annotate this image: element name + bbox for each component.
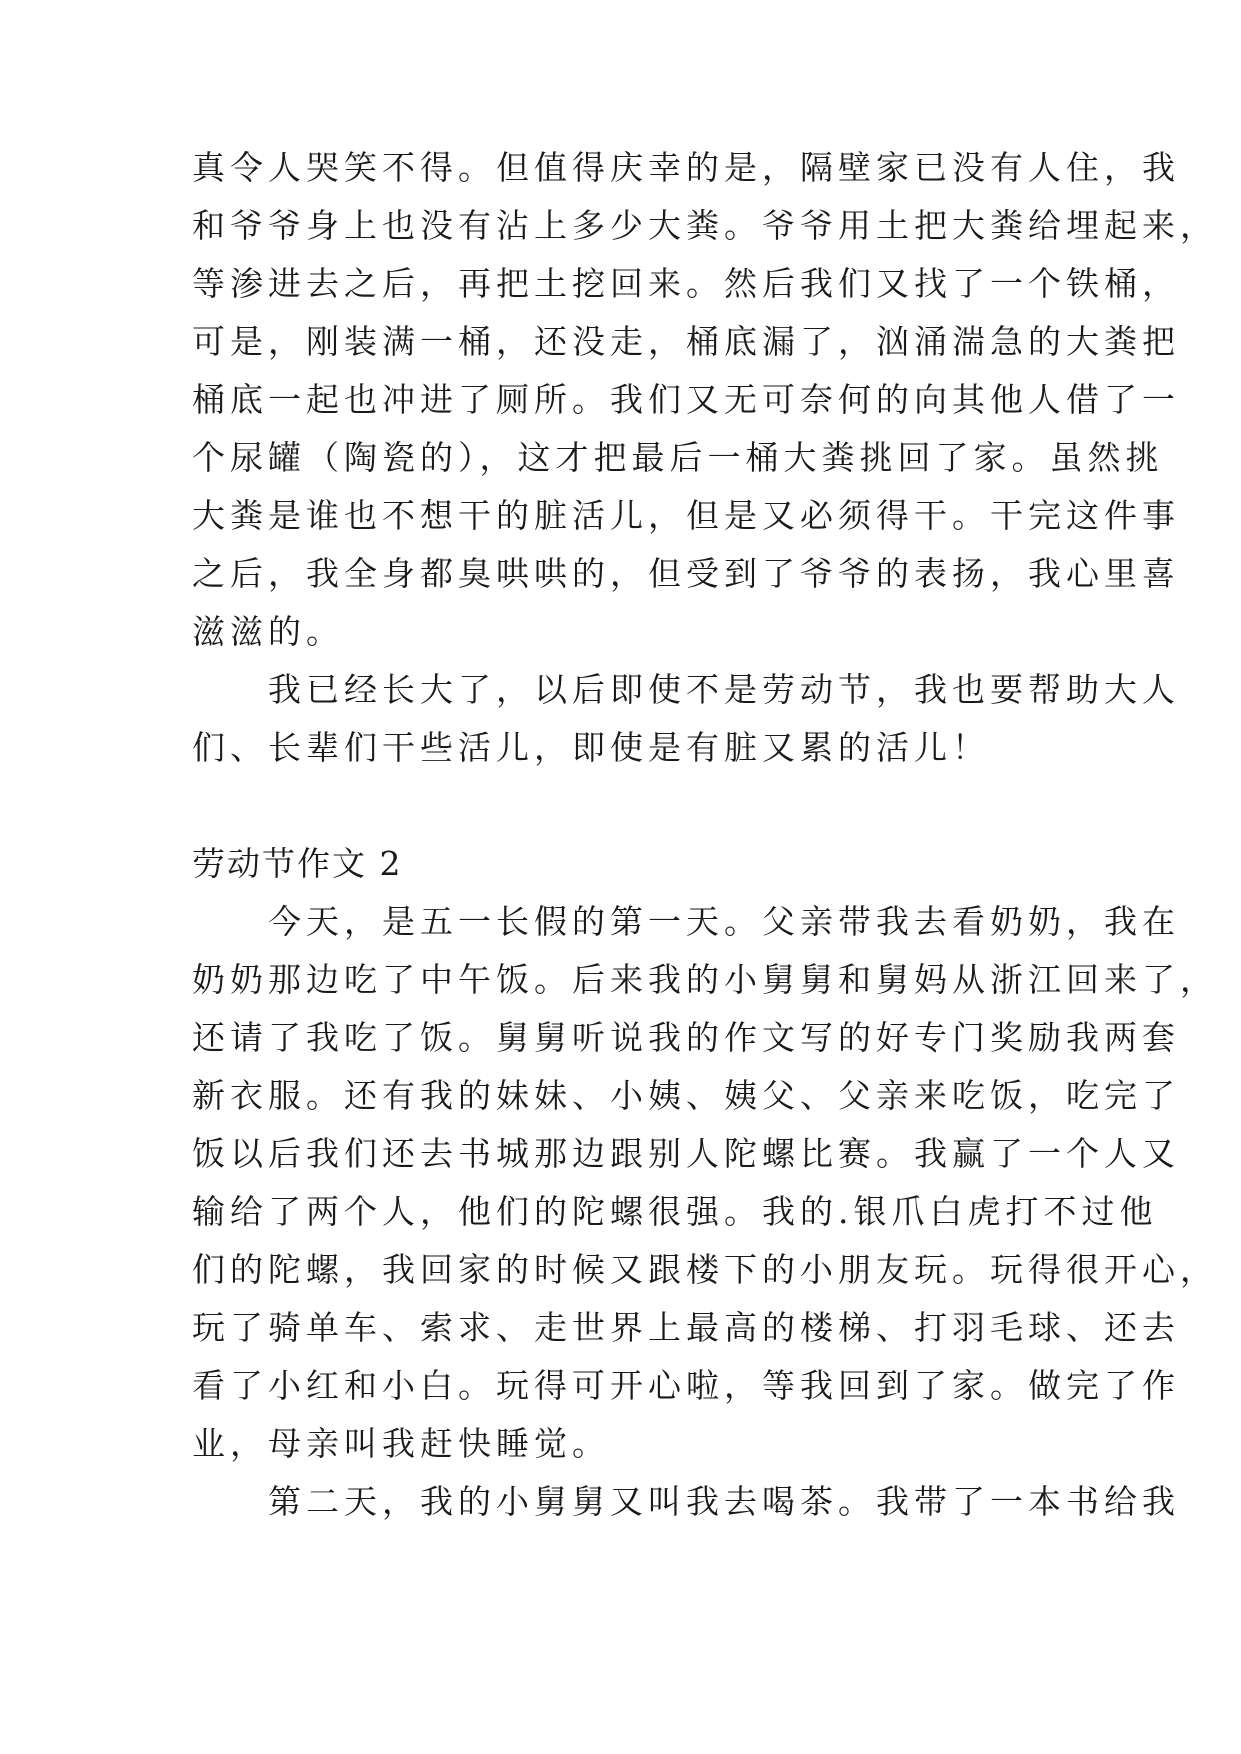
text-line: 等渗进去之后，再把土挖回来。然后我们又找了一个铁桶，: [192, 264, 1180, 303]
text-line: 今天，是五一长假的第一天。父亲带我去看奶奶，我在: [192, 902, 1180, 941]
text-line: 桶底一起也冲进了厕所。我们又无可奈何的向其他人借了一: [192, 380, 1180, 419]
text-line: 输给了两个人，他们的陀螺很强。我的.银爪白虎打不过他: [192, 1192, 1158, 1231]
text-line: 们的陀螺，我回家的时候又跟楼下的小朋友玩。玩得很开心，: [192, 1250, 1218, 1289]
text-line: 第二天，我的小舅舅又叫我去喝茶。我带了一本书给我: [192, 1482, 1180, 1521]
text-line: 个尿罐（陶瓷的），这才把最后一桶大粪挑回了家。虽然挑: [192, 438, 1164, 477]
text-line: 滋滋的。: [192, 612, 344, 651]
text-line: 可是，刚装满一桶，还没走，桶底漏了，汹涌湍急的大粪把: [192, 322, 1180, 361]
text-line: 们、长辈们干些活儿，即使是有脏又累的活儿！: [192, 728, 990, 767]
text-line: 还请了我吃了饭。舅舅听说我的作文写的好专门奖励我两套: [192, 1018, 1180, 1057]
text-line: 之后，我全身都臭哄哄的，但受到了爷爷的表扬，我心里喜: [192, 554, 1180, 593]
text-line: 饭以后我们还去书城那边跟别人陀螺比赛。我赢了一个人又: [192, 1134, 1180, 1173]
text-line: 大粪是谁也不想干的脏活儿，但是又必须得干。干完这件事: [192, 496, 1180, 535]
text-line: 新衣服。还有我的妹妹、小姨、姨父、父亲来吃饭，吃完了: [192, 1076, 1180, 1115]
text-line: 奶奶那边吃了中午饭。后来我的小舅舅和舅妈从浙江回来了，: [192, 960, 1218, 999]
text-line: 我已经长大了，以后即使不是劳动节，我也要帮助大人: [192, 670, 1180, 709]
text-line: 业，母亲叫我赶快睡觉。: [192, 1424, 610, 1463]
text-line: 真令人哭笑不得。但值得庆幸的是，隔壁家已没有人住，我: [192, 148, 1180, 187]
text-line: 玩了骑单车、索求、走世界上最高的楼梯、打羽毛球、还去: [192, 1308, 1180, 1347]
text-line: 和爷爷身上也没有沾上多少大粪。爷爷用土把大粪给埋起来，: [192, 206, 1218, 245]
section-heading: 劳动节作文 2: [192, 844, 403, 883]
text-line: 看了小红和小白。玩得可开心啦，等我回到了家。做完了作: [192, 1366, 1180, 1405]
